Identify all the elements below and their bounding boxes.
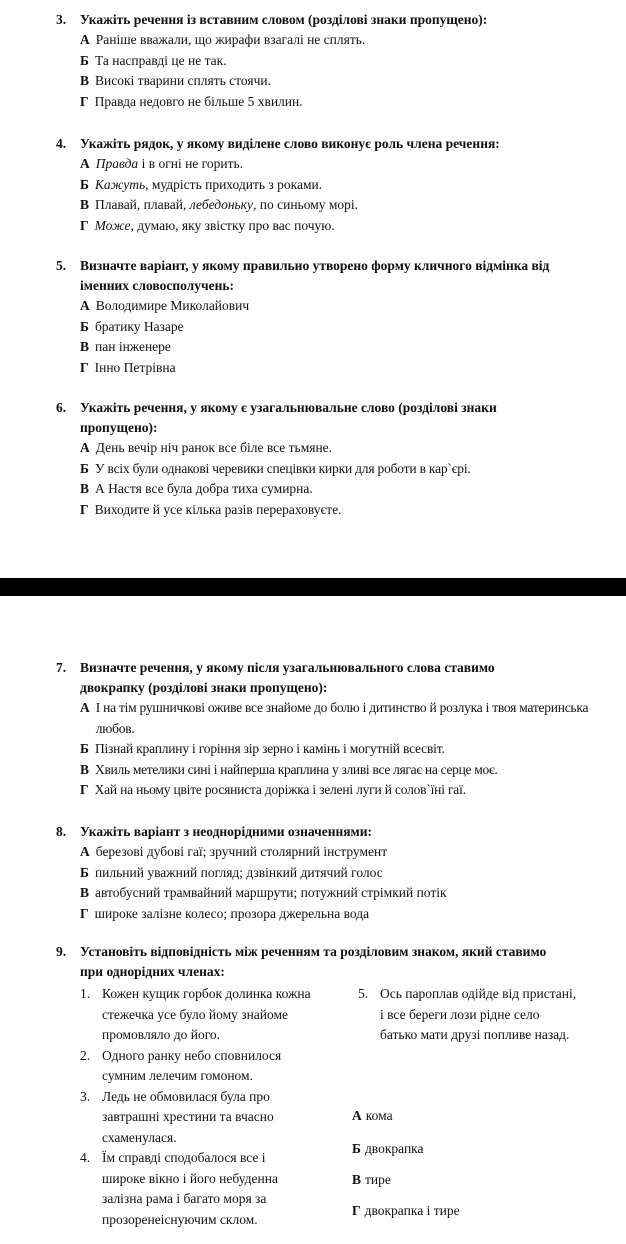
option-letter: В <box>80 73 90 88</box>
answer-text: двокрапка і тире <box>364 1203 460 1218</box>
option-letter: Г <box>80 501 89 517</box>
option-letter: В <box>80 761 90 777</box>
question-text: Укажіть варіант з неоднорідними означеннями: <box>80 824 373 839</box>
option-text: І на тім рушничкові оживе все знайоме до болю і дитинство й розлука і твоя материнська любов. <box>95 700 589 736</box>
option-a[interactable] <box>80 698 600 739</box>
option-text: березові дубові гаї; зручний столярний інструмент <box>95 844 388 859</box>
question-number: 9. <box>56 944 67 959</box>
option-g[interactable] <box>80 780 600 801</box>
option-text: Хай на ньому цвіте росяниста доріжка і зелені луги й солов`їні гаї. <box>94 782 466 797</box>
option-letter: А <box>80 32 90 47</box>
option-letter: Г <box>80 905 89 921</box>
option-letter: В <box>80 197 90 212</box>
option-v[interactable] <box>80 337 616 358</box>
highlighted-word: Може <box>94 217 131 233</box>
page-bottom <box>0 596 626 1244</box>
option-letter: А <box>80 440 90 455</box>
option-text: Хвиль метелики сині і найперша краплина у зливі все лягає на серце моє. <box>95 761 498 777</box>
option-b[interactable] <box>80 317 616 338</box>
option-letter: Б <box>80 741 89 756</box>
answer-text: кома <box>365 1108 393 1123</box>
option-letter: А <box>80 844 90 859</box>
option-g[interactable] <box>80 216 616 237</box>
question-6 <box>56 398 616 520</box>
item-text: Їм справді сподобалося все і широке вікно і його небуденна залізна рама і багато моря за прозоренеіснуючим склом. <box>102 1150 278 1227</box>
item-text: Кожен кущик горбок долинка кожна стежечка усе було йому знайоме промовляло до його. <box>102 986 311 1042</box>
option-g[interactable] <box>80 500 616 521</box>
question-number: 4. <box>56 136 67 151</box>
answer-letter: Г <box>352 1203 361 1218</box>
option-text: , по синьому морі. <box>253 197 359 212</box>
option-letter: А <box>80 156 90 171</box>
option-text-pre: Плавай, плавай, <box>95 197 190 212</box>
option-text: і в огні не горить. <box>138 156 244 171</box>
option-text: День вечір ніч ранок все біле все тьмяне. <box>95 440 333 455</box>
option-letter: А <box>80 700 90 715</box>
option-text: Раніше вважали, що жирафи взагалі не сплять. <box>95 32 366 47</box>
match-item-5 <box>358 984 578 1046</box>
option-text: широке залізне колесо; прозора джерельна вода <box>94 905 370 921</box>
option-v[interactable] <box>80 71 616 92</box>
item-number: 3. <box>80 1088 91 1104</box>
answer-letter: Б <box>352 1141 361 1156</box>
item-text: Ледь не обмовилася була про завтрашні хрестини та вчасно схаменулася. <box>102 1088 274 1145</box>
match-items-left <box>80 984 312 1230</box>
answer-letter: В <box>352 1172 362 1187</box>
option-letter: Б <box>80 52 89 68</box>
option-g[interactable] <box>80 92 616 113</box>
option-text: Пізнай краплину і горіння зір зерно і камінь і могутній всесвіт. <box>94 741 445 756</box>
page-top <box>0 0 626 578</box>
highlighted-word: Кажуть <box>94 176 146 192</box>
highlighted-word: Правда <box>95 156 139 171</box>
option-letter: Г <box>80 217 89 233</box>
option-letter: Б <box>80 318 89 334</box>
option-letter: Г <box>80 93 89 109</box>
option-letter: А <box>80 298 90 313</box>
option-text: автобусний трамвайний маршрути; потужний стрімкий потік <box>95 885 447 900</box>
option-text: , думаю, яку звістку про вас почую. <box>130 217 335 233</box>
item-number: 2. <box>80 1047 91 1063</box>
option-text: Високі тварини сплять стоячи. <box>95 73 271 88</box>
option-letter: Б <box>80 864 89 880</box>
option-text: Інно Петрівна <box>94 359 176 375</box>
match-item-2 <box>80 1046 312 1087</box>
option-text: А Настя все була добра тиха сумирна. <box>95 481 313 496</box>
option-letter: В <box>80 885 90 900</box>
option-letter: Б <box>80 460 89 476</box>
question-9 <box>56 942 616 982</box>
option-letter: Г <box>80 359 89 375</box>
option-a[interactable] <box>80 154 616 175</box>
question-number: 3. <box>56 12 67 27</box>
question-text: Укажіть речення, у якому є узагальнювальне слово (розділові знаки пропущено): <box>80 400 497 435</box>
option-a[interactable] <box>80 842 616 863</box>
option-v[interactable] <box>80 479 616 500</box>
option-b[interactable] <box>80 739 600 760</box>
match-items-right <box>358 984 578 1046</box>
highlighted-word: лебедоньку <box>189 197 253 212</box>
answer-g[interactable] <box>352 1203 460 1219</box>
option-text: Володимире Миколайович <box>95 298 250 313</box>
option-letter: Г <box>80 782 89 797</box>
question-text: Визначте варіант, у якому правильно утворено форму кличного відмінка від іменних словосполучень: <box>80 258 550 293</box>
option-text: Правда недовго не більше 5 хвилин. <box>94 93 303 109</box>
question-5 <box>56 256 616 378</box>
question-4 <box>56 134 616 236</box>
option-g[interactable] <box>80 904 616 925</box>
answer-text: двокрапка <box>364 1141 424 1156</box>
option-v[interactable] <box>80 195 616 216</box>
option-letter: Б <box>80 176 89 192</box>
option-text: Виходите й усе кілька разів перераховуєте. <box>94 501 342 517</box>
item-number: 4. <box>80 1150 91 1165</box>
question-7 <box>56 658 616 801</box>
question-text: Визначте речення, у якому після узагальнювального слова ставимо двокрапку (розділові знаки пропущено): <box>80 660 495 695</box>
option-a[interactable] <box>80 30 616 51</box>
answer-a[interactable] <box>352 1108 393 1124</box>
option-text: , мудрість приходить з роками. <box>145 176 323 192</box>
option-a[interactable] <box>80 438 616 459</box>
option-g[interactable] <box>80 358 616 379</box>
question-8 <box>56 822 616 924</box>
option-text: пан інженере <box>95 339 171 354</box>
option-v[interactable] <box>80 883 616 904</box>
question-number: 6. <box>56 400 67 415</box>
item-text: Ось пароплав одійде від пристані, і все береги лози рідне село батько мати друзі попливе назад. <box>380 986 577 1042</box>
item-number: 1. <box>80 986 91 1001</box>
option-v[interactable] <box>80 760 600 781</box>
answer-b[interactable] <box>352 1141 424 1157</box>
item-text: Одного ранку небо сповнилося сумним лелечим гомоном. <box>102 1047 282 1083</box>
option-letter: В <box>80 481 90 496</box>
match-item-1 <box>80 984 312 1046</box>
option-text: У всіх були однакові черевики спецівки кирки для роботи в кар`єрі. <box>94 460 471 476</box>
question-number: 8. <box>56 824 67 839</box>
question-number: 5. <box>56 258 67 273</box>
option-b[interactable] <box>80 175 616 196</box>
question-text: Установіть відповідність між реченням та розділовим знаком, який ставимо при однорідних членах: <box>80 944 547 979</box>
answer-letter: А <box>352 1108 362 1123</box>
item-number: 5. <box>358 986 369 1001</box>
question-text: Укажіть речення із вставним словом (розділові знаки пропущено): <box>80 12 488 27</box>
option-text: пильний уважний погляд; дзвінкий дитячий голос <box>94 864 383 880</box>
answer-v[interactable] <box>352 1172 391 1188</box>
option-text: братику Назаре <box>94 318 184 334</box>
option-b[interactable] <box>80 51 616 72</box>
option-letter: В <box>80 339 90 354</box>
question-3 <box>56 10 616 112</box>
option-text: Та насправді це не так. <box>94 52 227 68</box>
option-b[interactable] <box>80 863 616 884</box>
answer-text: тире <box>365 1172 391 1187</box>
match-item-4 <box>80 1148 312 1230</box>
question-text: Укажіть рядок, у якому виділене слово виконує роль члена речення: <box>80 136 500 151</box>
page-separator <box>0 578 626 596</box>
option-a[interactable] <box>80 296 616 317</box>
match-item-3 <box>80 1087 312 1149</box>
question-number: 7. <box>56 660 67 675</box>
option-b[interactable] <box>80 459 616 480</box>
